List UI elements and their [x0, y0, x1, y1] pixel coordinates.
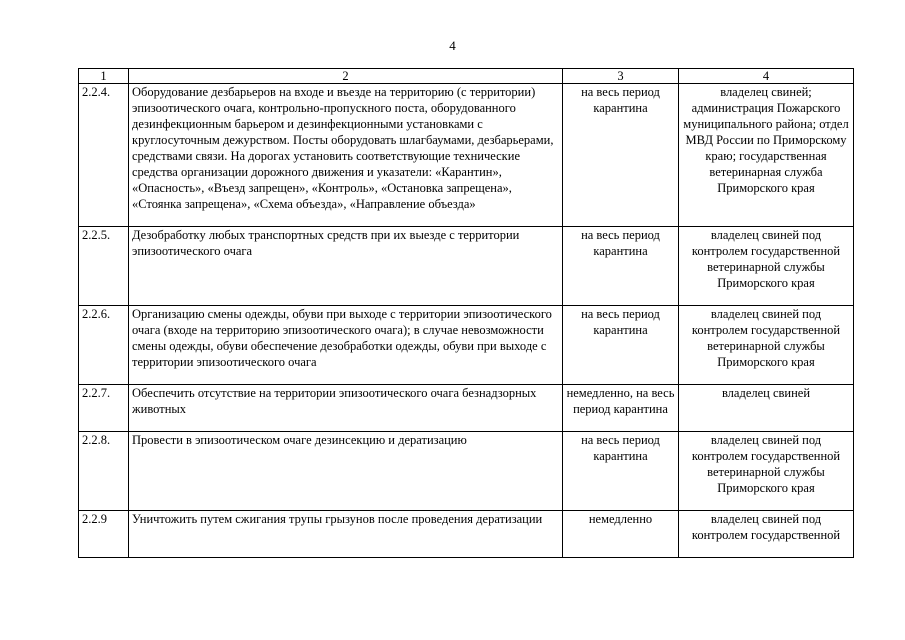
- item-description: Уничтожить путем сжигания трупы грызунов после проведения дератизации: [129, 511, 563, 558]
- column-header-4: 4: [679, 69, 854, 84]
- item-description: Обеспечить отсутствие на территории эпизоотического очага безнадзорных животных: [129, 385, 563, 432]
- page-number: 4: [449, 38, 456, 53]
- item-responsible: владелец свиней; администрация Пожарского муниципального района; отдел МВД России по Приморскому краю; государственная ветеринарная служба Приморского края: [679, 84, 854, 227]
- item-description: Оборудование дезбарьеров на входе и въезде на территорию (с территории) эпизоотического очага, контрольно-пропускного поста, оборудованного дезинфекционным барьером и дезинфекционными установками с круглосуточным дежурством. Посты оборудовать шлагбаумами, дезбарьерами, средствами связи. На дорогах установить соответствующие технические средства организации дорожного движения и указатели: «Карантин», «Опасность», «Въезд запрещен», «Контроль», «Остановка запрещена», «Стоянка запрещена», «Схема объезда», «Направление объезда»: [129, 84, 563, 227]
- item-term: на весь период карантина: [563, 306, 679, 385]
- item-responsible: владелец свиней под контролем государственной ветеринарной службы Приморского края: [679, 432, 854, 511]
- column-header-1: 1: [79, 69, 129, 84]
- item-description: Провести в эпизоотическом очаге дезинсекцию и дератизацию: [129, 432, 563, 511]
- table-row: [79, 511, 854, 558]
- table-row: [79, 432, 854, 511]
- item-responsible: [679, 511, 854, 558]
- item-description: Дезобработку любых транспортных средств при их выезде с территории эпизоотического очага: [129, 227, 563, 306]
- item-number: 2.2.4.: [79, 84, 129, 227]
- column-header-3: 3: [563, 69, 679, 84]
- item-number: 2.2.7.: [79, 385, 129, 432]
- table-row: [79, 306, 854, 385]
- table-row: [79, 385, 854, 432]
- table-row: [79, 84, 854, 227]
- item-term: на весь период карантина: [563, 432, 679, 511]
- table-row: [79, 227, 854, 306]
- item-term: на весь период карантина: [563, 227, 679, 306]
- item-description: Организацию смены одежды, обуви при выходе с территории эпизоотического очага (входе на территорию эпизоотического очага); в случае невозможности смены одежды, обуви обеспечение дезобработки одежды, обуви при выходе с территории эпизоотического очага: [129, 306, 563, 385]
- item-responsible: владелец свиней: [679, 385, 854, 432]
- item-responsible: владелец свиней под контролем государственной ветеринарной службы Приморского края: [679, 306, 854, 385]
- column-header-2: 2: [129, 69, 563, 84]
- item-number: 2.2.9: [79, 511, 129, 558]
- table-header-row: [79, 69, 854, 84]
- item-responsible: владелец свиней под контролем государственной ветеринарной службы Приморского края: [679, 227, 854, 306]
- item-number: 2.2.8.: [79, 432, 129, 511]
- item-term: немедленно: [563, 511, 679, 558]
- item-number: 2.2.5.: [79, 227, 129, 306]
- item-responsible-text: владелец свиней под контролем государственной: [691, 512, 841, 542]
- item-term: немедленно, на весь период карантина: [563, 385, 679, 432]
- measures-table: [78, 68, 854, 558]
- item-term: на весь период карантина: [563, 84, 679, 227]
- item-number: 2.2.6.: [79, 306, 129, 385]
